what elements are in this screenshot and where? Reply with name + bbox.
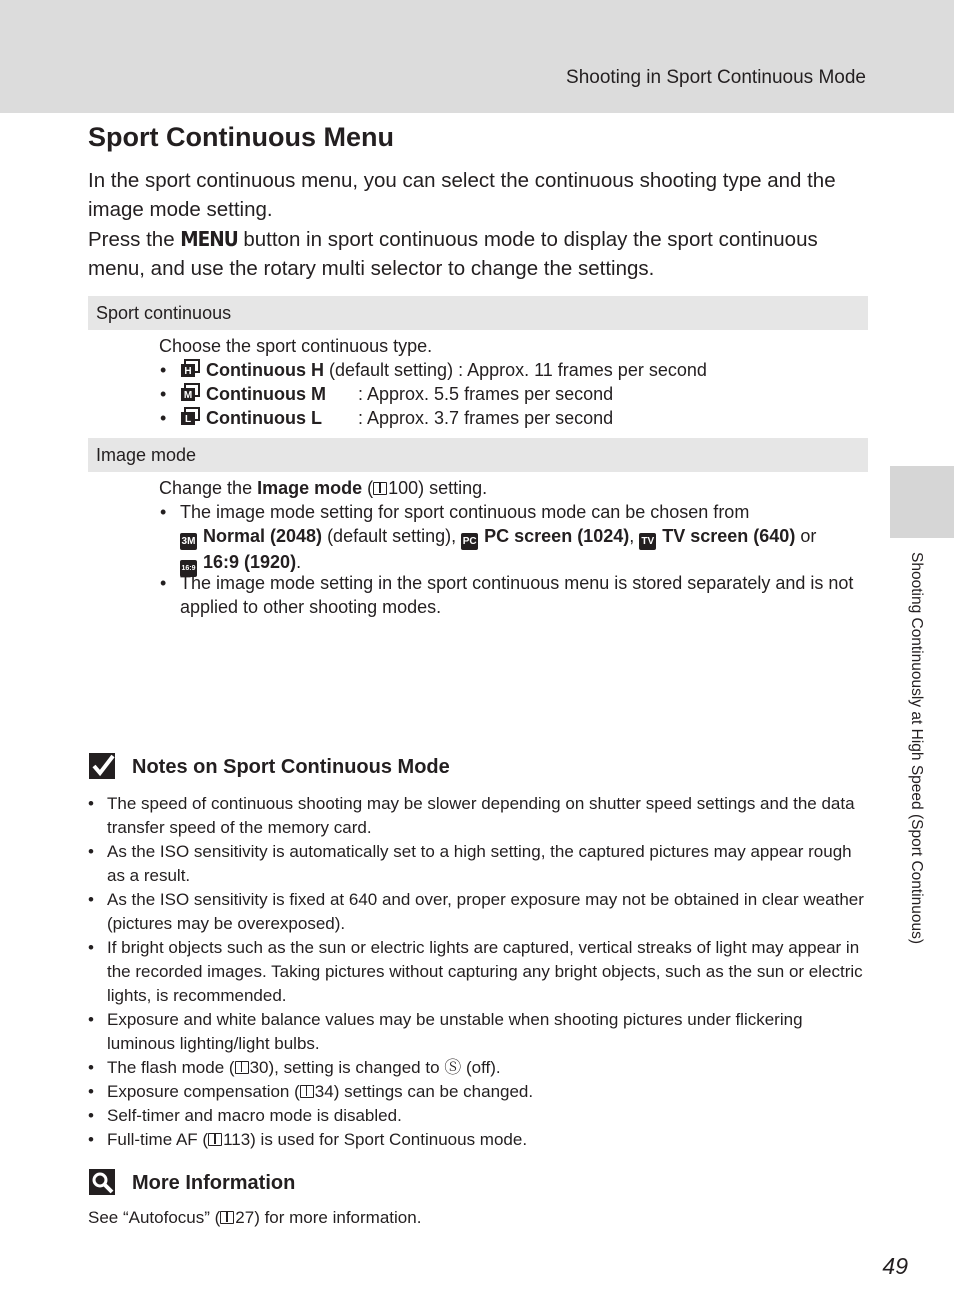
section-heading-sport-continuous: Sport continuous — [88, 296, 868, 330]
continuous-m-icon — [180, 383, 200, 403]
running-head: Shooting in Sport Continuous Mode — [566, 67, 866, 88]
intro-paragraph-1: In the sport continuous menu, you can select the continuous shooting type and the image mode setting. — [88, 169, 836, 221]
svg-text:L: • L — [184, 414, 192, 425]
checkmark-note-icon — [88, 752, 118, 780]
flash-off-icon: Ⓢ — [444, 1058, 462, 1077]
page-reference-icon — [373, 482, 387, 495]
wide-16-9-icon: 16:9 — [180, 560, 197, 577]
header-band — [0, 0, 954, 113]
magnifier-info-icon — [88, 1168, 118, 1196]
page-number: 49 — [882, 1253, 908, 1279]
tv-screen-icon: TV — [639, 533, 656, 550]
section-heading-image-mode: Image mode — [88, 438, 868, 472]
more-information-text: See “Autofocus” ( 27) for more information. — [88, 1208, 422, 1227]
image-mode-lead: Change the Image mode ( 100) setting. — [159, 478, 488, 498]
list-item: • The speed of continuous shooting may be slower depending on shutter speed settings and the data transfer speed of the memory card. — [107, 792, 867, 840]
list-item: • As the ISO sensitivity is automatically set to a high setting, the captured pictures may appear rough as a result. — [107, 840, 867, 888]
list-item-continuous-h: • H Continuous H (default setting) : Approx. 11 frames per second — [180, 358, 707, 382]
list-item: • Exposure compensation ( 34) settings can be changed. — [107, 1080, 867, 1104]
svg-text:H: • H — [184, 366, 192, 377]
more-information-heading: More Information — [132, 1172, 296, 1194]
list-item-continuous-l: • L Continuous L : Approx. 3.7 frames per second — [180, 406, 613, 430]
side-tab — [890, 466, 954, 538]
list-item: • If bright objects such as the sun or electric lights are captured, vertical streaks of light may appear in the recorded images. Taking pictures without capturing any bright objects, such as the sun or electric lights, is recommended. — [107, 936, 867, 1008]
list-item: • As the ISO sensitivity is fixed at 640 and over, proper exposure may not be obtained in clear weather (pictures may be overexposed). — [107, 888, 867, 936]
pc-screen-icon: PC — [461, 533, 478, 550]
list-item: • Exposure and white balance values may be unstable when shooting pictures under flickering luminous lighting/light bulbs. — [107, 1008, 867, 1056]
image-mode-bullet-1: • The image mode setting for sport continuous mode can be chosen from 3M Normal (2048) (default setting), PC PC screen (1024), TV TV screen (640) or 16:9 16:9 (1920). — [180, 500, 868, 577]
page-reference-icon — [220, 1211, 234, 1224]
sport-continuous-lead: Choose the sport continuous type. — [159, 336, 433, 356]
side-tab-text: Shooting Continuously at High Speed (Sport Continuous) — [908, 552, 925, 945]
list-item: • Self-timer and macro mode is disabled. — [107, 1104, 867, 1128]
continuous-l-icon — [180, 407, 200, 427]
list-item: • Full-time AF ( 113) is used for Sport Continuous mode. — [107, 1128, 867, 1152]
list-item-continuous-m: • M Continuous M : Approx. 5.5 frames per second — [180, 382, 613, 406]
normal-image-mode-icon: 3M — [180, 533, 197, 550]
intro-paragraph-2: Press the MENU button in sport continuous mode to display the sport continuous menu, and use the rotary multi selector to change the settings. — [88, 227, 818, 280]
page-reference-icon — [235, 1061, 249, 1074]
continuous-h-icon — [180, 359, 200, 379]
menu-button-glyph: MENU — [180, 227, 238, 251]
page-title: Sport Continuous Menu — [88, 122, 394, 152]
page-reference-icon — [208, 1133, 222, 1146]
notes-heading: Notes on Sport Continuous Mode — [132, 756, 450, 778]
list-item: • The flash mode ( 30), setting is changed to Ⓢ (off). — [107, 1056, 867, 1080]
image-mode-bullet-2: • The image mode setting in the sport continuous menu is stored separately and is not applied to other shooting modes. — [180, 571, 868, 619]
svg-text:M: • M — [183, 390, 193, 401]
page-reference-icon — [300, 1085, 314, 1098]
notes-list — [107, 792, 867, 1152]
